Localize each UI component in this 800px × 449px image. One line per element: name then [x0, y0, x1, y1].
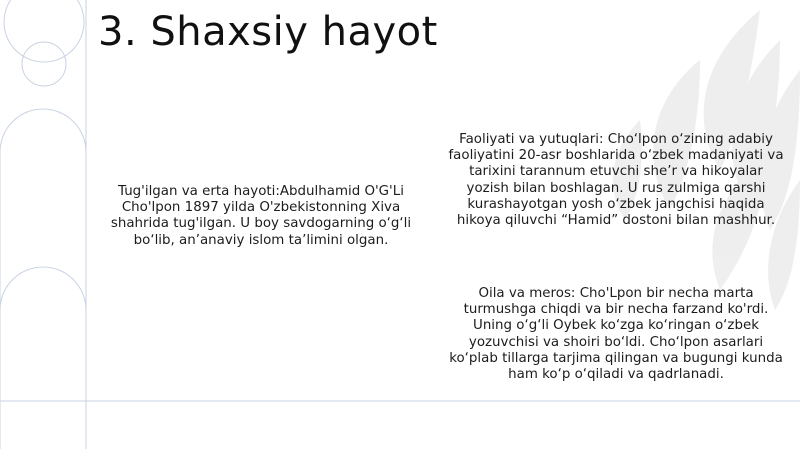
early-life-paragraph: Tug'ilgan va erta hayoti:Abdulhamid O'G'Li Cho'lpon 1897 yilda O'zbekistonning Xiva shahrida tug'ilgan. U boy savdogarning o‘g‘li bo‘lib, an’anaviy islom ta’limini olgan.	[110, 184, 412, 248]
slide-title: 3. Shaxsiy hayot	[98, 9, 438, 55]
achievements-paragraph: Faoliyati va yutuqlari: Cho‘lpon o‘zining adabiy faoliyatini 20-asr boshlarida o‘zbek madaniyati va tarixini tarannum etuvchi she’r va hikoyalar yozish bilan boshlagan. U rus zulmiga qarshi kurashayotgan yosh o‘zbek jangchisi haqida hikoya qiluvchi “Hamid” dostoni bilan mashhur.	[448, 132, 784, 229]
family-legacy-paragraph: Oila va meros: Cho'Lpon bir necha marta turmushga chiqdi va bir necha farzand ko'rdi. Uning o‘g‘li Oybek ko‘zga ko‘ringan o‘zbek yozuvchisi va shoiri bo‘ldi. Cho‘lpon asarlari ko‘plab tillarga tarjima qilingan va bugungi kunda ham ko‘p o‘qiladi va qadrlanadi.	[449, 286, 783, 383]
